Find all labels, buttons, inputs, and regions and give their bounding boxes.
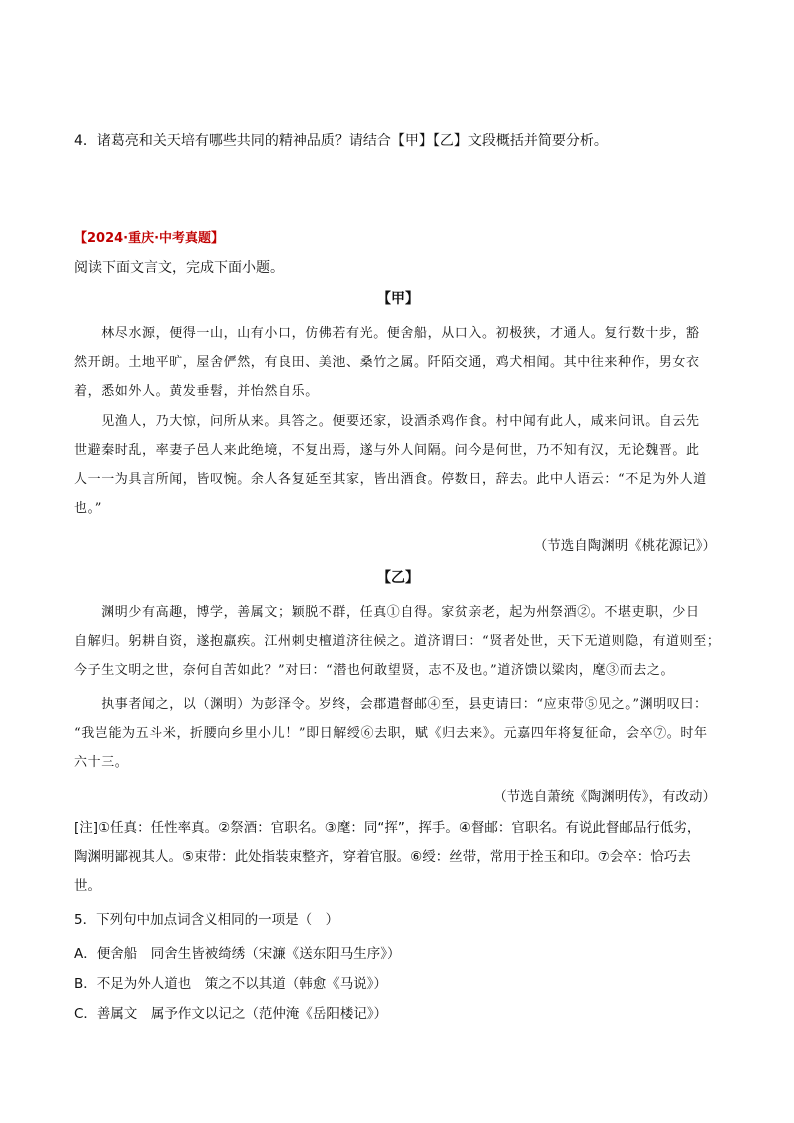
annotation-line: 世。 xyxy=(74,878,101,894)
passage-yi-source: （节选自萧统《陶渊明传》，有改动） xyxy=(493,789,716,805)
reading-instruction: 阅读下面文言文，完成下面小题。 xyxy=(74,260,284,276)
passage-yi-line: 渊明少有高趣，博学，善属文；颖脱不群，任真①自得。家贫亲老，起为州祭酒②。不堪吏职，少日 xyxy=(74,605,700,620)
passage-jia-line: 见渔人，乃大惊，问所从来。具答之。便要还家，设酒杀鸡作食。村中闻有此人，咸来问讯。自云先 xyxy=(74,414,700,429)
passage-jia-line: 世避秦时乱，率妻子邑人来此绝境，不复出焉，遂与外人间隔。问今是何世，乃不知有汉，无论魏晋。此 xyxy=(74,443,700,458)
passage-jia-line: 人一一为具言所闻，皆叹惋。余人各复延至其家，皆出酒食。停数日，辞去。此中人语云：“不足为外人道 xyxy=(74,472,707,487)
question-4: 4．诸葛亮和关天培有哪些共同的精神品质？请结合【甲】【乙】文段概括并简要分析。 xyxy=(74,133,608,149)
annotation-line: 陶渊明鄙视其人。⑤束带：此处指装束整齐，穿着官服。⑥绶：丝带，常用于拴玉和印。⑦会卒：恰巧去 xyxy=(74,849,691,865)
annotation-line: [注]①任真：任性率真。②祭酒：官职名。③麾：同“挥”，挥手。④督邮：官职名。有说此督邮品行低劣， xyxy=(74,820,701,836)
passage-yi-line: “我岂能为五斗米，折腰向乡里小儿！”即日解绶⑥去职，赋《归去来》。元嘉四年将复征命，会卒⑦。时年 xyxy=(74,726,708,741)
passage-yi-heading: 【乙】 xyxy=(377,570,419,586)
passage-yi-line: 六十三。 xyxy=(74,755,129,770)
passage-jia-heading: 【甲】 xyxy=(377,291,419,307)
passage-jia-line: 着，悉如外人。黄发垂髫，并怡然自乐。 xyxy=(74,384,319,399)
passage-jia-line: 也。” xyxy=(74,501,102,516)
passage-jia-line: 然开朗。土地平旷，屋舍俨然，有良田、美池、桑竹之属。阡陌交通，鸡犬相闻。其中往来种作，男女衣 xyxy=(74,355,700,370)
passage-yi-line: 今子生文明之世，奈何自苦如此？”对曰：“潜也何敢望贤，志不及也。”道济馈以粱肉，麾③而去之。 xyxy=(74,663,675,678)
exam-source-tag: 【2024·重庆·中考真题】 xyxy=(74,231,225,246)
question-5-option-a: A．便舍船 同舍生皆被绮绣（宋濂《送东阳马生序》） xyxy=(74,946,401,962)
question-5-option-b: B．不足为外人道也 策之不以其道（韩愈《马说》） xyxy=(74,976,388,992)
passage-yi-line: 自解归。躬耕自资，遂抱羸疾。江州刺史檀道济往候之。道济谓曰：“贤者处世，天下无道则隐，有道则至； xyxy=(74,634,721,649)
passage-jia-source: （节选自陶渊明《桃花源记》） xyxy=(533,538,716,554)
passage-jia-line: 林尽水源，便得一山，山有小口，仿佛若有光。便舍船，从口入。初极狭，才通人。复行数十步，豁 xyxy=(74,326,700,341)
question-5-option-c: C．善属文 属予作文以记之（范仲淹《岳阳楼记》） xyxy=(74,1006,388,1022)
question-5-stem: 5．下列句中加点词含义相同的一项是（ ） xyxy=(74,912,340,928)
passage-yi-line: 执事者闻之，以（渊明）为彭泽令。岁终，会郡遣督邮④至，县吏请曰：“应束带⑤见之。”渊明叹曰： xyxy=(74,697,708,712)
